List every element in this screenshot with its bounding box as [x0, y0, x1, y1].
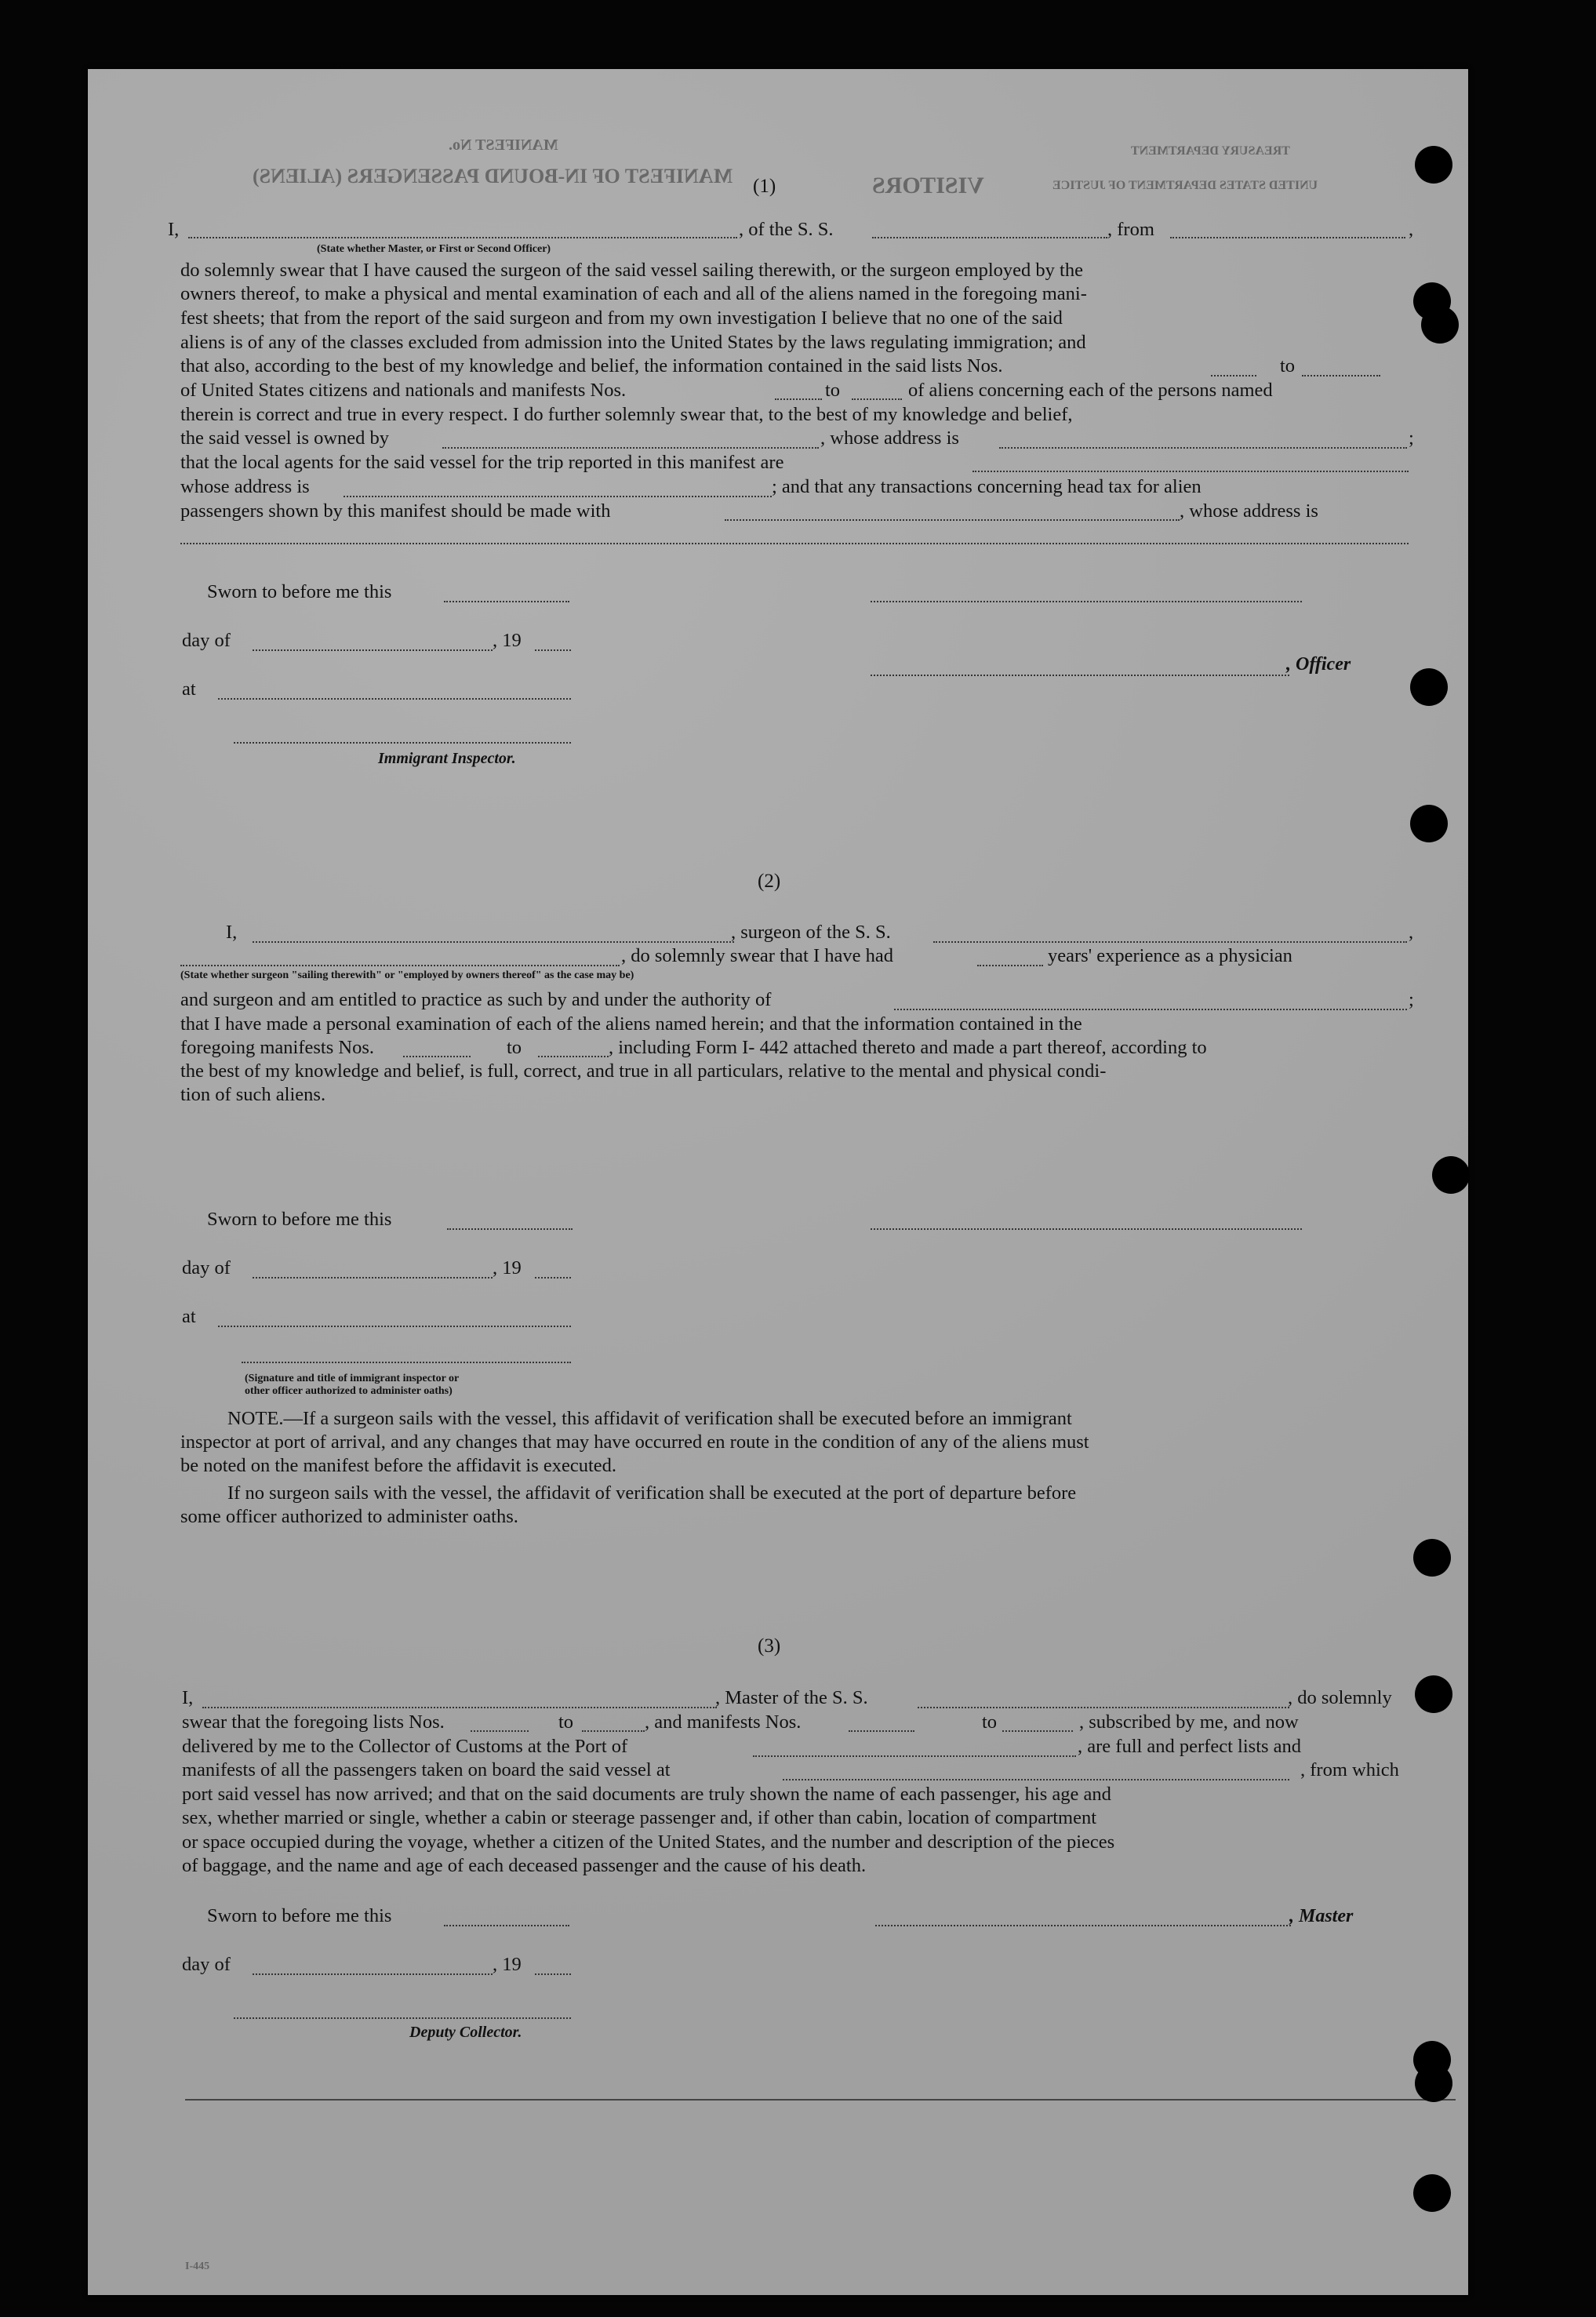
s1-line1-from: , from — [1107, 219, 1154, 240]
punch-hole — [1410, 805, 1448, 842]
s2-sig-blank-top — [871, 1228, 1302, 1230]
s2-line5-b: , including Form I- 442 attached thereto and made a part thereof, according to — [609, 1037, 1207, 1058]
s1-lists-blank-1 — [1211, 375, 1256, 376]
s1-line1-i: I, — [168, 219, 180, 240]
s1-nineteen: , 19 — [493, 630, 522, 651]
s2-year-blank — [535, 1277, 571, 1279]
section-2-number: (2) — [758, 871, 781, 892]
s1-line-therein: therein is correct and true in every respect. I do further solemnly swear that, to the best of my knowledge and belief, — [180, 404, 1073, 425]
s3-line2-to2: to — [982, 1711, 998, 1733]
s1-headtax-address-blank — [180, 543, 1409, 544]
section-3-number: (3) — [758, 1635, 781, 1657]
bottom-rule — [185, 2099, 1456, 2101]
s1-line-owned-a: the said vessel is owned by — [180, 427, 390, 449]
s2-line2-b: years' experience as a physician — [1048, 945, 1292, 966]
s2-note-1: NOTE.—If a surgeon sails with the vessel, this affidavit of verification shall be executed before an immigrant — [227, 1408, 1072, 1429]
s2-nineteen: , 19 — [493, 1257, 522, 1279]
s3-sworn-label: Sworn to before me this — [207, 1905, 392, 1926]
s1-agents-address-blank — [344, 496, 772, 497]
s2-manifests-blank-2 — [538, 1056, 609, 1057]
s3-line1-ss: , Master of the S. S. — [715, 1687, 868, 1708]
header-stamp: VISITORS — [872, 173, 984, 198]
s3-sworn-blank — [444, 1925, 569, 1926]
punch-hole — [1432, 1156, 1470, 1194]
s2-line7: tion of such aliens. — [180, 1084, 326, 1105]
s3-line2-to1: to — [558, 1711, 574, 1733]
s3-line1-i: I, — [182, 1687, 194, 1708]
s1-sworn-blank — [444, 601, 569, 602]
s3-manifests-blank-1 — [849, 1730, 914, 1732]
s1-manifests-blank-2 — [852, 398, 902, 400]
s1-line-citizens-to: to — [825, 380, 841, 401]
section-1-number: (1) — [753, 176, 776, 197]
s2-line1-end: , — [1409, 922, 1414, 943]
s1-text-line: do solemnly swear that I have caused the surgeon of the said vessel sailing therewith, or the surgeon employed by the — [180, 260, 1083, 281]
s3-boarding-blank — [783, 1779, 1289, 1780]
s2-sub-label: (State whether surgeon "sailing therewith" or "employed by owners thereof" as the case may be) — [180, 969, 634, 981]
s1-officer-sig-blank — [871, 675, 1289, 676]
s3-master-blank — [202, 1707, 717, 1708]
punch-hole — [1415, 146, 1452, 184]
s2-at-blank — [218, 1326, 571, 1327]
s3-master-label: , Master — [1289, 1906, 1354, 1926]
s1-officer-label: , Officer — [1286, 654, 1351, 675]
punch-hole — [1410, 668, 1448, 706]
header-mirror-4: TREASURY DEPARTMENT — [1131, 144, 1290, 158]
s3-line1-c: , do solemnly — [1288, 1687, 1392, 1708]
s2-note-4: If no surgeon sails with the vessel, the affidavit of verification shall be executed at the port of departure before — [227, 1482, 1077, 1504]
s3-text-line: or space occupied during the voyage, whether a citizen of the United States, and the number and description of the pieces — [182, 1831, 1115, 1853]
s1-line-pass-b: , whose address is — [1180, 500, 1318, 522]
s2-sig-label-2: other officer authorized to administer oaths) — [245, 1385, 453, 1397]
manifest-page — [88, 69, 1468, 2295]
s3-line2-b: , and manifests Nos. — [645, 1711, 802, 1733]
punch-hole — [1413, 2174, 1451, 2212]
s3-master-sig-blank — [875, 1925, 1291, 1926]
s3-text-line: port said vessel has now arrived; and that on the said documents are truly shown the name of each passenger, his age and — [182, 1784, 1111, 1805]
punch-hole — [1415, 2064, 1452, 2102]
s1-owner-blank — [442, 447, 819, 449]
s2-note-3: be noted on the manifest before the affidavit is executed. — [180, 1455, 617, 1476]
s3-dayof-blank — [253, 1973, 493, 1975]
s2-line6: the best of my knowledge and belief, is full, correct, and true in all particulars, relative to the mental and physical condi- — [180, 1060, 1107, 1082]
s1-officer-blank — [188, 237, 737, 238]
s1-owner-address-blank — [999, 447, 1407, 449]
s3-line3-a: delivered by me to the Collector of Customs at the Port of — [182, 1736, 628, 1757]
s1-line-citizens-a: of United States citizens and nationals and manifests Nos. — [180, 380, 627, 401]
s1-line-agents: that the local agents for the said vessel for the trip reported in this manifest are — [180, 452, 784, 473]
s3-lists-blank-1 — [471, 1730, 529, 1732]
s3-nineteen: , 19 — [493, 1954, 522, 1975]
s1-inspector-label: Immigrant Inspector. — [378, 750, 516, 767]
s2-note-5: some officer authorized to administer oaths. — [180, 1506, 518, 1527]
s1-year-blank — [535, 649, 571, 651]
s2-line1-ss: , surgeon of the S. S. — [731, 922, 891, 943]
s1-at-blank — [218, 698, 571, 700]
s3-line4-b: , from which — [1300, 1759, 1399, 1780]
s1-line1-end: , — [1409, 219, 1414, 240]
s1-line-owned-b: , whose address is — [820, 427, 959, 449]
s3-dayof-label: day of — [182, 1954, 231, 1975]
s1-line-and-to: to — [1280, 355, 1296, 376]
s3-collector-blank — [234, 2017, 571, 2019]
s2-sailing-blank — [180, 965, 620, 966]
s1-line-and: that also, according to the best of my knowledge and belief, the information contained in the said lists Nos. — [180, 355, 1003, 376]
s2-line5-to: to — [507, 1037, 522, 1058]
s2-surgeon-blank — [253, 941, 734, 943]
s2-sworn-label: Sworn to before me this — [207, 1209, 392, 1230]
s2-authority-blank — [894, 1009, 1407, 1010]
punch-hole — [1413, 1539, 1451, 1577]
header-mirror-2: MANIFEST OF IN-BOUND PASSENGERS (ALIENS) — [253, 165, 733, 187]
s3-port-blank — [753, 1755, 1076, 1757]
s1-inspector-blank — [234, 742, 571, 744]
s2-line3-end: ; — [1409, 989, 1414, 1010]
header-mirror-5: UNITED STATES DEPARTMENT OF JUSTICE — [1052, 179, 1318, 192]
s2-sworn-blank — [447, 1228, 573, 1230]
s2-years-blank — [977, 965, 1043, 966]
s1-sworn-label: Sworn to before me this — [207, 581, 392, 602]
s1-line-pass-a: passengers shown by this manifest should be made with — [180, 500, 611, 522]
s1-line-whose-b: ; and that any transactions concerning head tax for alien — [772, 476, 1202, 497]
s2-inspector-blank — [242, 1362, 571, 1363]
s1-sig-blank-top — [871, 601, 1302, 602]
s1-from-blank — [1170, 237, 1405, 238]
s1-text-line: owners thereof, to make a physical and mental examination of each and all of the aliens named in the foregoing mani- — [180, 283, 1087, 304]
s3-year-blank — [535, 1973, 571, 1975]
s1-sub-label: (State whether Master, or First or Second Officer) — [317, 243, 551, 255]
s2-line4: that I have made a personal examination of each of the aliens named herein; and that the information contained in the — [180, 1013, 1082, 1035]
s1-text-line: fest sheets; that from the report of the said surgeon and from my own investigation I believe that no one of the said — [180, 307, 1063, 329]
s1-line-citizens-b: of aliens concerning each of the persons named — [908, 380, 1273, 401]
s3-line2-a: swear that the foregoing lists Nos. — [182, 1711, 445, 1733]
s3-text-line: sex, whether married or single, whether a cabin or steerage passenger and, if other than cabin, location of compartment — [182, 1807, 1097, 1828]
s3-manifests-blank-2 — [1002, 1730, 1073, 1732]
s1-line1-ss: , of the S. S. — [739, 219, 834, 240]
s2-ship-blank — [933, 941, 1407, 943]
s2-line1-i: I, — [226, 922, 238, 943]
s3-lists-blank-2 — [582, 1730, 645, 1732]
s2-sig-label-1: (Signature and title of immigrant inspector or — [245, 1373, 460, 1384]
s2-dayof-blank — [253, 1277, 493, 1279]
s1-at-label: at — [182, 678, 196, 700]
s1-dayof-blank — [253, 649, 493, 651]
s3-line2-c: , subscribed by me, and now — [1079, 1711, 1299, 1733]
s3-line3-b: , are full and perfect lists and — [1078, 1736, 1302, 1757]
s1-line-owned-c: ; — [1409, 427, 1414, 449]
s2-line2-a: , do solemnly swear that I have had — [621, 945, 893, 966]
s1-line-whose-a: whose address is — [180, 476, 310, 497]
s1-dayof-label: day of — [182, 630, 231, 651]
s1-lists-blank-2 — [1302, 375, 1380, 376]
punch-hole — [1415, 1675, 1452, 1713]
s2-manifests-blank-1 — [403, 1056, 471, 1057]
s1-agents-blank — [973, 471, 1409, 472]
s3-text-line: of baggage, and the name and age of each deceased passenger and the cause of his death. — [182, 1855, 867, 1876]
s2-line3: and surgeon and am entitled to practice as such by and under the authority of — [180, 989, 772, 1010]
s2-dayof-label: day of — [182, 1257, 231, 1279]
s1-ship-blank — [872, 237, 1107, 238]
s2-at-label: at — [182, 1306, 196, 1327]
s1-text-line: aliens is of any of the classes excluded from admission into the United States by the laws regulating immigration; and — [180, 332, 1086, 353]
s1-headtax-blank — [725, 519, 1180, 521]
s3-ship-blank — [918, 1707, 1289, 1708]
s2-line5-a: foregoing manifests Nos. — [180, 1037, 374, 1058]
punch-hole — [1421, 306, 1459, 344]
header-mirror-1: MANIFEST No. — [449, 136, 558, 154]
form-code: I-445 — [185, 2261, 210, 2272]
s2-note-2: inspector at port of arrival, and any changes that may have occurred en route in the condition of any of the aliens must — [180, 1431, 1089, 1453]
s3-line4-a: manifests of all the passengers taken on board the said vessel at — [182, 1759, 671, 1780]
s1-manifests-blank-1 — [775, 398, 822, 400]
s3-collector-label: Deputy Collector. — [409, 2024, 522, 2041]
